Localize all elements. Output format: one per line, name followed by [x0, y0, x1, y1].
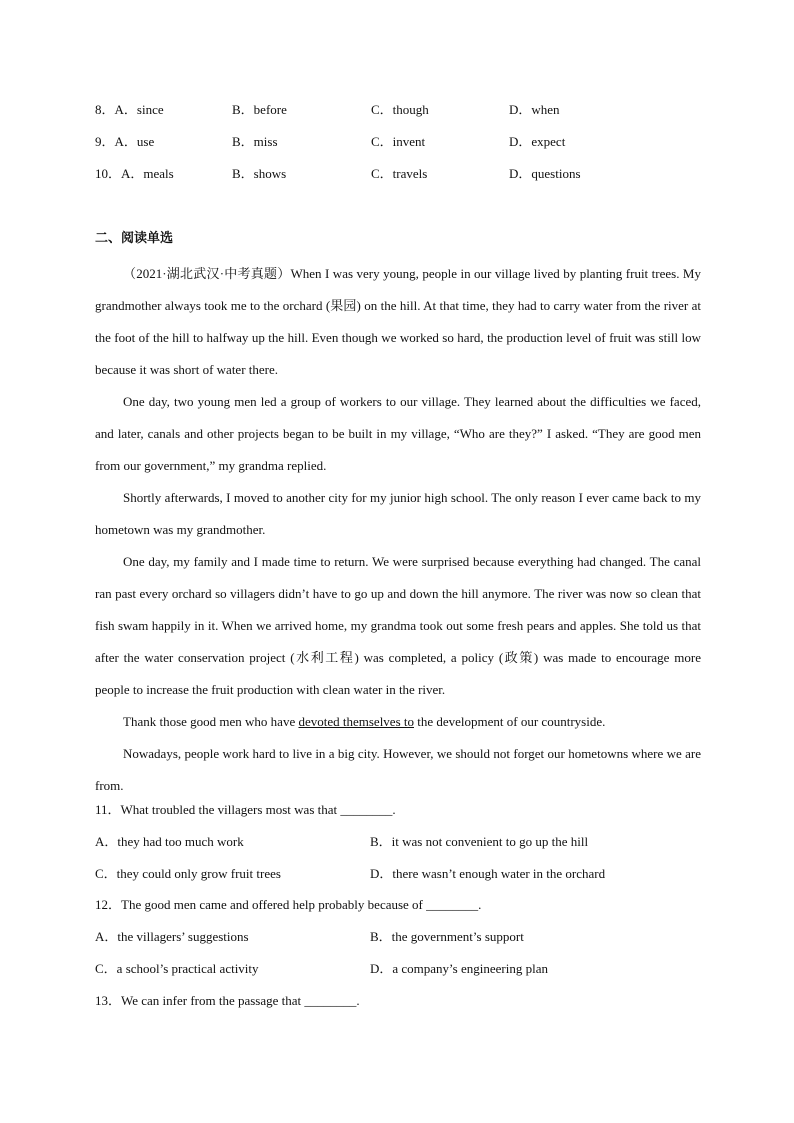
- section-title: 二、阅读单选: [95, 231, 174, 246]
- question-12-stem: 12．The good men came and offered help probably because of ________.: [95, 897, 482, 912]
- reading-passage: [95, 258, 701, 802]
- passage-paragraph-3: Shortly afterwards, I moved to another city for my junior high school. The only reason I ever came back to my hometown was my grandmother.: [95, 490, 701, 537]
- passage-paragraph-6: Nowadays, people work hard to live in a big city. However, we should not forget our hometowns where we are from.: [95, 746, 701, 793]
- question-11-options-cd: [95, 863, 606, 885]
- question-11-option-c: C．they could only grow fruit trees: [95, 866, 281, 881]
- question-12-option-c: C．a school’s practical activity: [95, 961, 259, 976]
- question-11-options-ab: [95, 831, 589, 853]
- question-12-options-ab: [95, 926, 524, 948]
- question-10-option-d: D．questions: [509, 166, 581, 181]
- question-11-option-b: B．it was not convenient to go up the hill: [370, 834, 589, 849]
- question-12-option-a: A．the villagers’ suggestions: [95, 929, 249, 944]
- question-12-option-b: B．the government’s support: [370, 929, 524, 944]
- question-13-stem: 13．We can infer from the passage that ________.: [95, 993, 360, 1008]
- passage-paragraph-5: Thank those good men who have devoted themselves to the development of our countryside.: [123, 714, 606, 729]
- question-10-option-b: B．shows: [232, 166, 287, 181]
- question-9-option-b: B．miss: [232, 134, 278, 149]
- question-9-option-a: 9．A．use: [95, 134, 155, 149]
- question-10-option-c: C．travels: [371, 166, 428, 181]
- question-8-option-a: 8．A．since: [95, 102, 164, 117]
- question-11-stem: 11．What troubled the villagers most was that ________.: [95, 802, 396, 817]
- question-12-option-d: D．a company’s engineering plan: [370, 961, 548, 976]
- passage-paragraph-4: One day, my family and I made time to return. We were surprised because everything had changed. The canal ran past every orchard so villagers didn’t have to go up and down the hill anymore. The river was now so clean that fish swam happily in it. When we arrived home, my grandma took out some fresh pears and apples. She told us that after the water conservation project (水利工程) was completed, a policy (政策) was made to encourage more people to increase the fruit production with clean water in the river.: [95, 554, 701, 697]
- question-11-option-d: D．there wasn’t enough water in the orchard: [370, 866, 606, 881]
- question-8-option-d: D．when: [509, 102, 560, 117]
- passage-paragraph-2: One day, two young men led a group of workers to our village. They learned about the difficulties we faced, and later, canals and other projects began to be built in my village, “Who are they?” I asked. “They are good men from our government,” my grandma replied.: [95, 394, 701, 473]
- passage-paragraph-1: （2021·湖北武汉·中考真题）When I was very young, people in our village lived by planting fruit trees. My grandmother always took me to the orchard (果园) on the hill. At that time, they had to carry water from the river at the foot of the hill to halfway up the hill. Even though we worked so hard, the production level of fruit was still low because it was short of water there.: [95, 266, 701, 377]
- question-8-option-b: B．before: [232, 102, 287, 117]
- question-8-option-c: C．though: [371, 102, 429, 117]
- question-11-option-a: A．they had too much work: [95, 834, 244, 849]
- question-12-options-cd: [95, 958, 548, 980]
- question-10-option-a: 10．A．meals: [95, 166, 174, 181]
- underlined-phrase: devoted themselves to: [298, 714, 414, 729]
- question-9-option-d: D．expect: [509, 134, 566, 149]
- question-9-option-c: C．invent: [371, 134, 426, 149]
